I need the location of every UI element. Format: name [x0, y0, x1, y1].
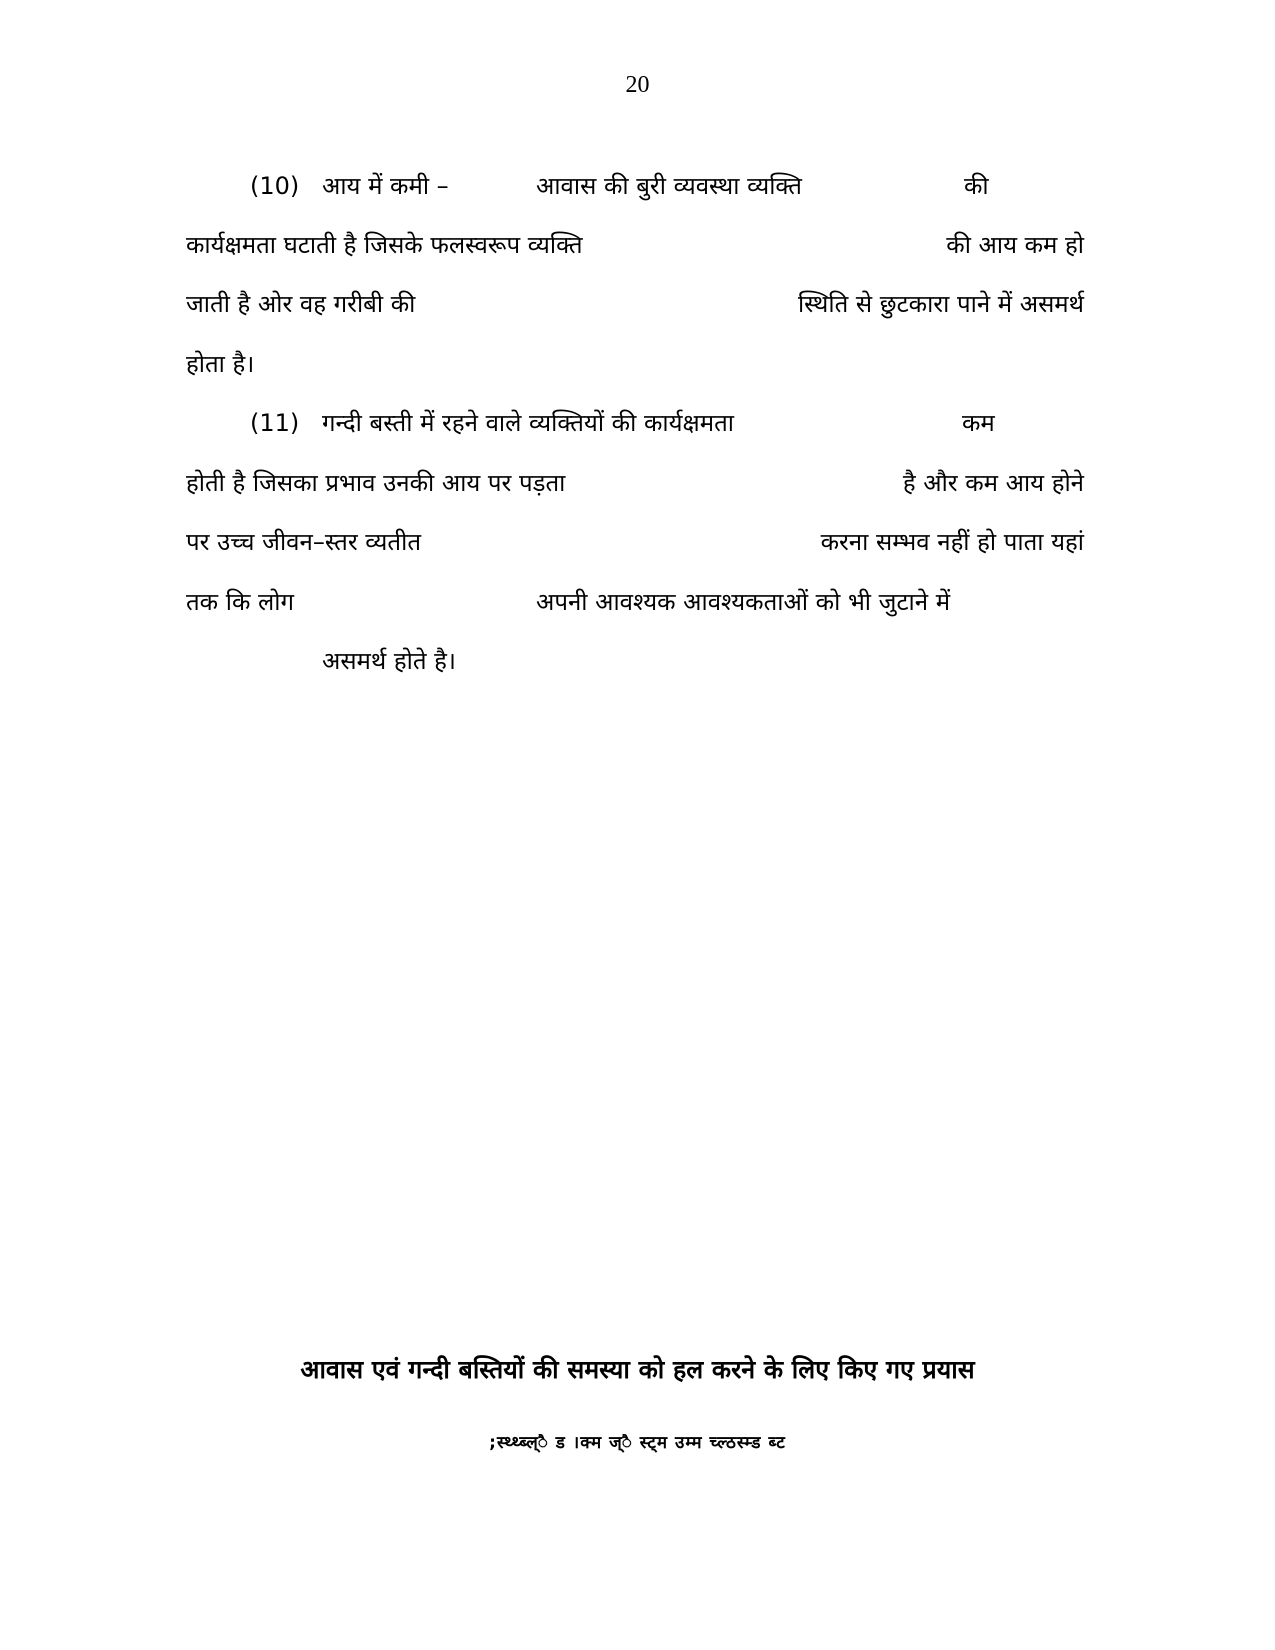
paragraph-10-line-1-left: आय में कमी –	[322, 172, 449, 200]
paragraph-10-line-1	[186, 166, 1084, 206]
paragraph-10-line-3	[186, 284, 1084, 324]
paragraph-10-line-1-right: की	[964, 172, 989, 200]
paragraph-10-line-2-right: की आय कम हो	[946, 231, 1084, 259]
garbled-subheading: ;स्थ्थ्ब्ल्ै ड ।क्म ज्ै स्ट्म उम्म च्ल्ठस्म्ड ब्ट	[489, 1433, 786, 1453]
paragraph-11-line-2	[186, 463, 1084, 503]
paragraph-11-line-5	[186, 641, 1084, 681]
paragraph-10-line-4-left: होता है।	[186, 350, 255, 378]
paragraph-10-line-3-left: जाती है ओर वह गरीबी की	[186, 290, 416, 318]
paragraph-11-line-4-right: अपनी आवश्यक आवश्यकताओं को भी जुटाने में	[536, 588, 951, 616]
paragraph-11-line-4	[186, 582, 1084, 622]
paragraph-10-marker: (10)	[250, 172, 300, 200]
paragraph-11-line-1	[186, 403, 1084, 443]
paragraph-11-line-5-left: असमर्थ होते है।	[322, 647, 456, 675]
paragraph-10-line-2-left: कार्यक्षमता घटाती है जिसके फलस्वरूप व्यक्ति	[186, 231, 583, 259]
paragraph-10-line-3-right: स्थिति से छुटकारा पाने में असमर्थ	[797, 290, 1084, 318]
paragraph-11-line-3-left: पर उच्च जीवन–स्तर व्यतीत	[186, 528, 421, 556]
paragraph-11-line-2-left: होती है जिसका प्रभाव उनकी आय पर पड़ता	[186, 469, 566, 497]
paragraph-11-line-3	[186, 522, 1084, 562]
paragraph-10-line-4	[186, 344, 1084, 384]
paragraph-11-line-2-right: है और कम आय होने	[902, 469, 1084, 497]
paragraph-10-line-1-mid: आवास की बुरी व्यवस्था व्यक्ति	[536, 172, 802, 200]
page-number: 20	[625, 72, 650, 98]
paragraph-10-line-2	[186, 225, 1084, 265]
paragraph-11-marker: (11)	[250, 409, 300, 437]
section-heading: आवास एवं गन्दी बस्तियों की समस्या को हल करने के लिए किए गए प्रयास	[300, 1355, 975, 1384]
paragraph-11-line-1-right: कम	[962, 409, 995, 437]
paragraph-11-line-4-left: तक कि लोग	[186, 588, 295, 616]
paragraph-11-line-1-mid: गन्दी बस्ती में रहने वाले व्यक्तियों की कार्यक्षमता	[322, 409, 734, 437]
paragraph-11-line-3-right: करना सम्भव नहीं हो पाता यहां	[820, 528, 1084, 556]
